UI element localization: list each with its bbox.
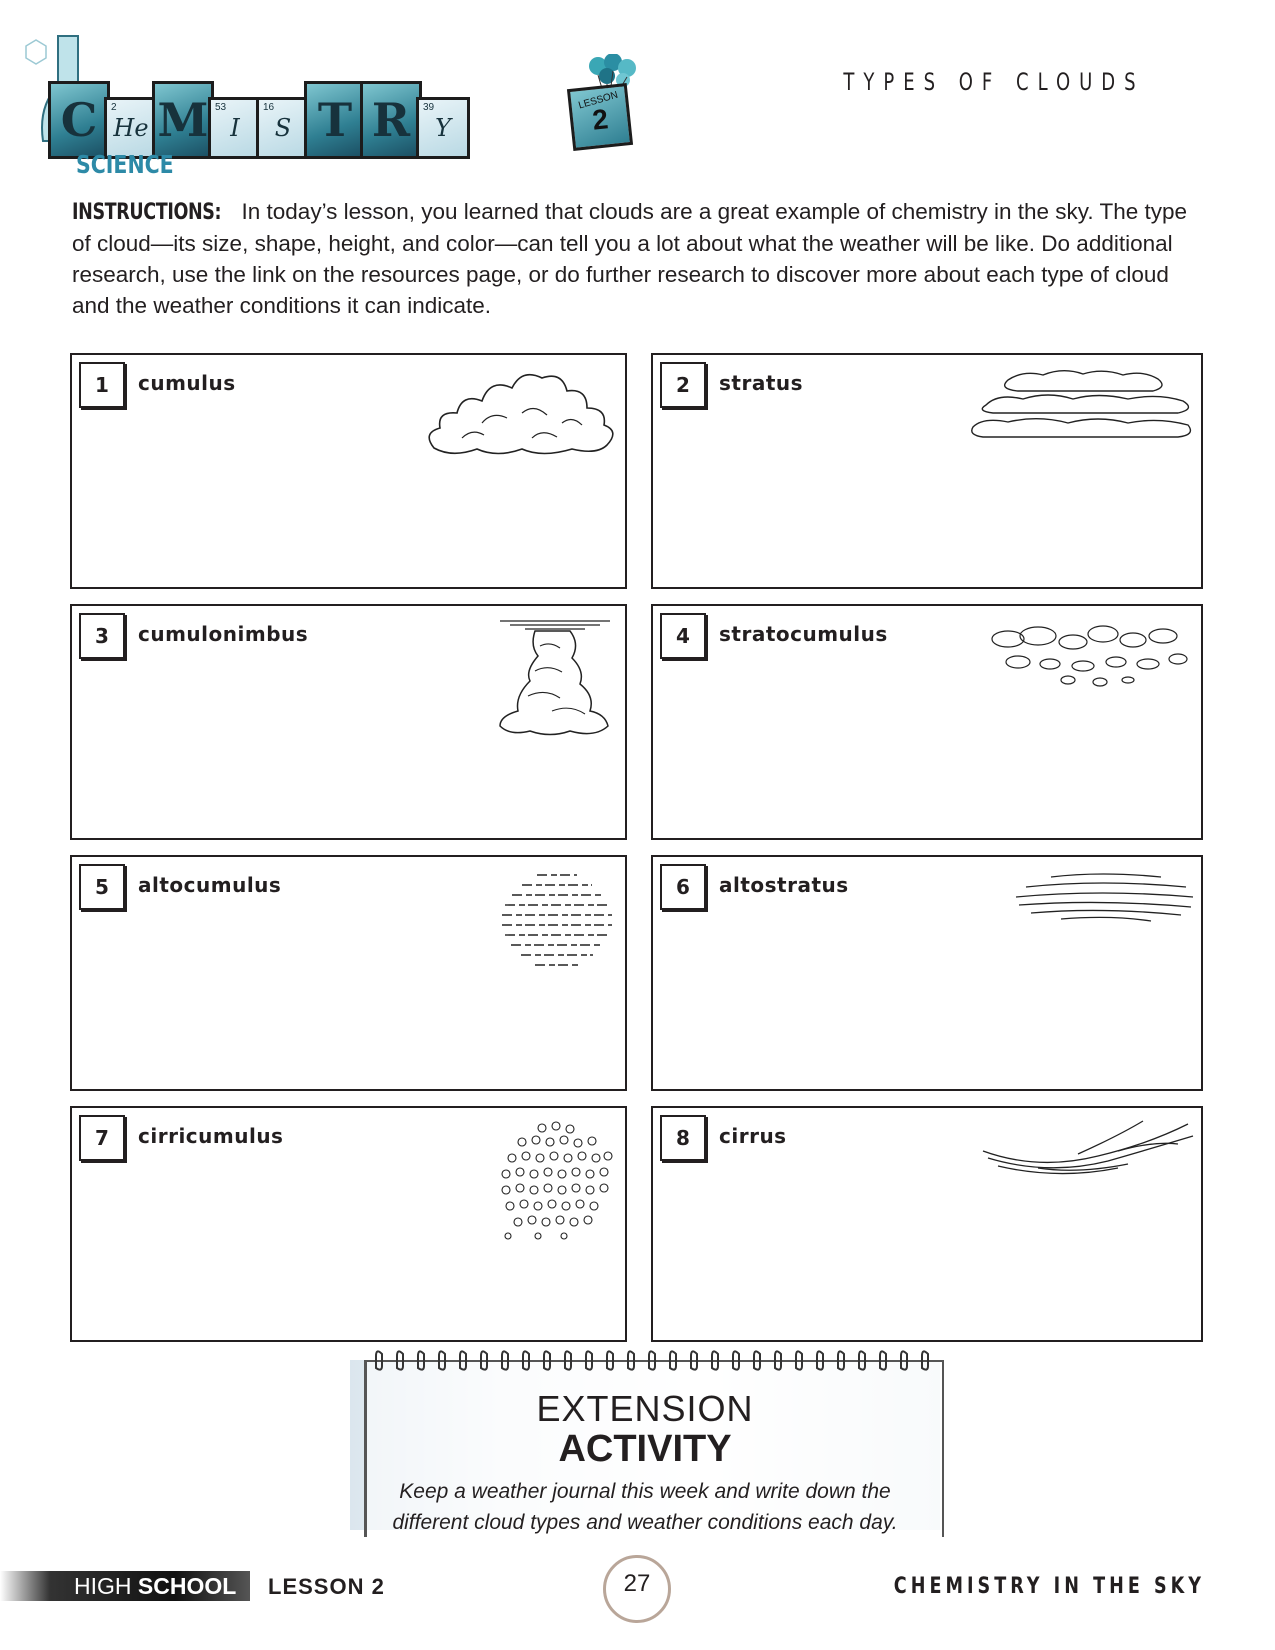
card-number: 5 [79, 864, 125, 910]
stratus-cloud-icon [968, 365, 1198, 445]
card-number: 6 [660, 864, 706, 910]
footer-level-bold: SCHOOL [137, 1573, 237, 1599]
cloud-name: stratus [719, 371, 804, 395]
cloud-name: cumulus [138, 371, 236, 395]
footer-level [74, 1573, 236, 1600]
logo-tile: M [152, 81, 214, 159]
extension-text-line: Keep a weather journal this week and write down the [399, 1480, 891, 1503]
instructions [72, 196, 1207, 321]
cloud-card [651, 604, 1203, 840]
subject-label: SCIENCE [76, 150, 174, 179]
logo-tile: 39 Y [416, 97, 470, 159]
card-number: 7 [79, 1115, 125, 1161]
card-number: 3 [79, 613, 125, 659]
page-topic: TYPES OF CLOUDS [843, 68, 1145, 96]
footer-title: CHEMISTRY IN THE SKY [893, 1574, 1205, 1599]
page-number: 27 [623, 1570, 651, 1597]
activity-title: ACTIVITY [558, 1428, 732, 1470]
cloud-name: cirricumulus [138, 1124, 284, 1148]
card-number: 8 [660, 1115, 706, 1161]
card-number: 4 [660, 613, 706, 659]
lesson-badge: LESSON 2 [567, 83, 633, 151]
stratocumulus-cloud-icon [988, 614, 1193, 689]
extension-activity [350, 1350, 950, 1534]
logo-tile: T [304, 81, 366, 159]
cumulonimbus-cloud-icon [490, 616, 615, 741]
altostratus-cloud-icon [1011, 869, 1196, 924]
cloud-name: cirrus [719, 1124, 787, 1148]
chemistry-logo [18, 26, 618, 156]
cloud-card [70, 1106, 627, 1342]
cirrocumulus-cloud-icon [492, 1116, 622, 1246]
footer-lesson: LESSON 2 [268, 1574, 385, 1599]
extension-text-line: different cloud types and weather conditions each day. [392, 1511, 898, 1534]
logo-tile: 16 S [256, 97, 310, 159]
cloud-card [70, 353, 627, 589]
cloud-name: altostratus [719, 873, 849, 897]
card-number: 2 [660, 362, 706, 408]
extension-text [350, 1476, 940, 1538]
cumulus-cloud-icon [422, 363, 622, 463]
cloud-card [651, 353, 1203, 589]
spiral-binding-icon [370, 1350, 940, 1376]
cirrus-cloud-icon [978, 1116, 1198, 1186]
instructions-text: In today’s lesson, you learned that clouds are a great example of chemistry in the sky. The type of cloud—its size, shape, height, and color—can tell you a lot about what the weather will be like. Do additional research, use the link on the resources page, or do further research to discover more about each type of cloud and the weather conditions it can indicate. [72, 199, 1188, 318]
extension-title: EXTENSION [536, 1388, 754, 1429]
logo-tile: 53 I [208, 97, 262, 159]
instructions-label: INSTRUCTIONS: [72, 199, 222, 225]
footer-level-light: HIGH [74, 1573, 138, 1599]
cloud-card [651, 1106, 1203, 1342]
cloud-name: cumulonimbus [138, 622, 309, 646]
altocumulus-cloud-icon [497, 869, 617, 974]
logo-tile: C [48, 81, 110, 159]
cloud-card [70, 604, 627, 840]
logo-tile: R [360, 81, 422, 159]
cloud-name: stratocumulus [719, 622, 888, 646]
cloud-name: altocumulus [138, 873, 282, 897]
card-number: 1 [79, 362, 125, 408]
cloud-card [70, 855, 627, 1091]
logo-tile: 2 He [104, 97, 158, 159]
cloud-card [651, 855, 1203, 1091]
